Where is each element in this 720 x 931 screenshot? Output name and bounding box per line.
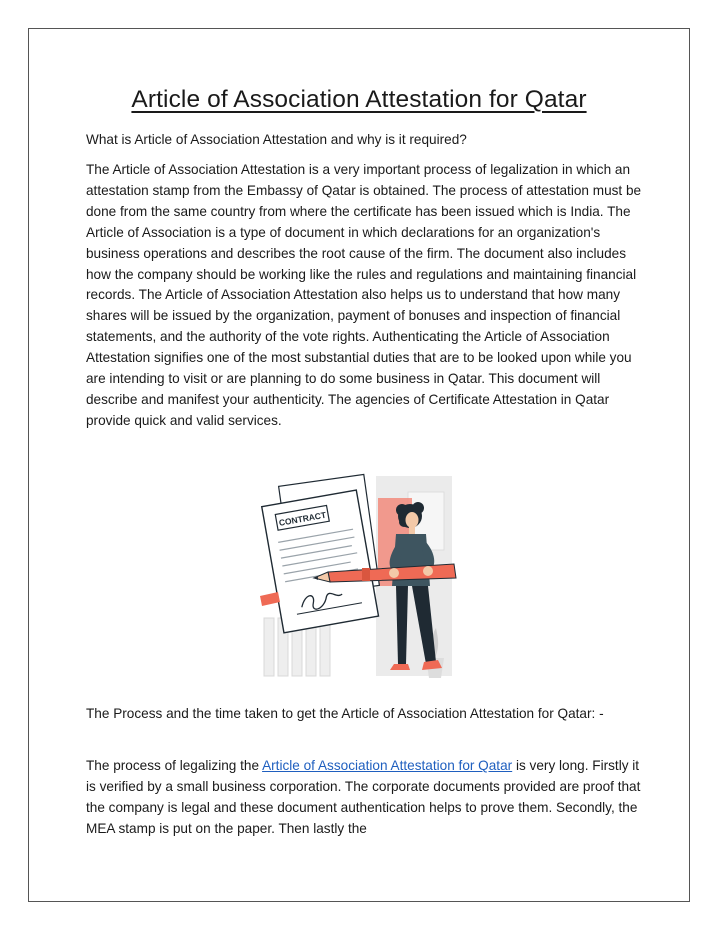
contract-illustration [258,468,458,680]
body-paragraph-process [86,756,646,840]
section-question-process: The Process and the time taken to get the Article of Association Attestation for Qatar: - [86,706,604,721]
page-title: Article of Association Attestation for Qatar [131,86,587,113]
process-text-start: The process of legalizing the [86,758,263,773]
body-paragraph-intro: The Article of Association Attestation is a very important process of legalization in which an attestation stamp from the Embassy of Qatar is obtained. The process of attestation must be done from the same country from where the certificate has been issued which is India. The Article of Association is a type of document in which declarations for an organization's business operations and describes the root cause of the firm. The document also includes how the company should be working like the rules and regulations and maintaining financial records. The Article of Association Attestation also helps us to understand that how many shares will be issued by the organization, payment of bonuses and inspection of financial statements, and the authority of the vote rights. Authenticating the Article of Association Attestation signifies one of the most substantial duties that are to be looked upon while you are intending to visit or are planning to do some business in Qatar. This document will describe and manifest your authenticity. The agencies of Certificate Attestation in Qatar provide quick and valid services. [86,162,642,428]
process-text-rest: is very long. Firstly it is verified by a small business corporation. The corporate documents provided are proof that the company is legal and these document authentication helps to prove them. Secondly, the MEA stamp is put on the paper. Then lastly the [86,758,641,836]
article-attestation-link[interactable]: Article of Association Attestation for Qatar [262,758,513,773]
section-question-what-is: What is Article of Association Attestation and why is it required? [86,132,467,147]
contract-label: CONTRACT [278,509,327,528]
stamp-tag-icon [260,592,280,606]
